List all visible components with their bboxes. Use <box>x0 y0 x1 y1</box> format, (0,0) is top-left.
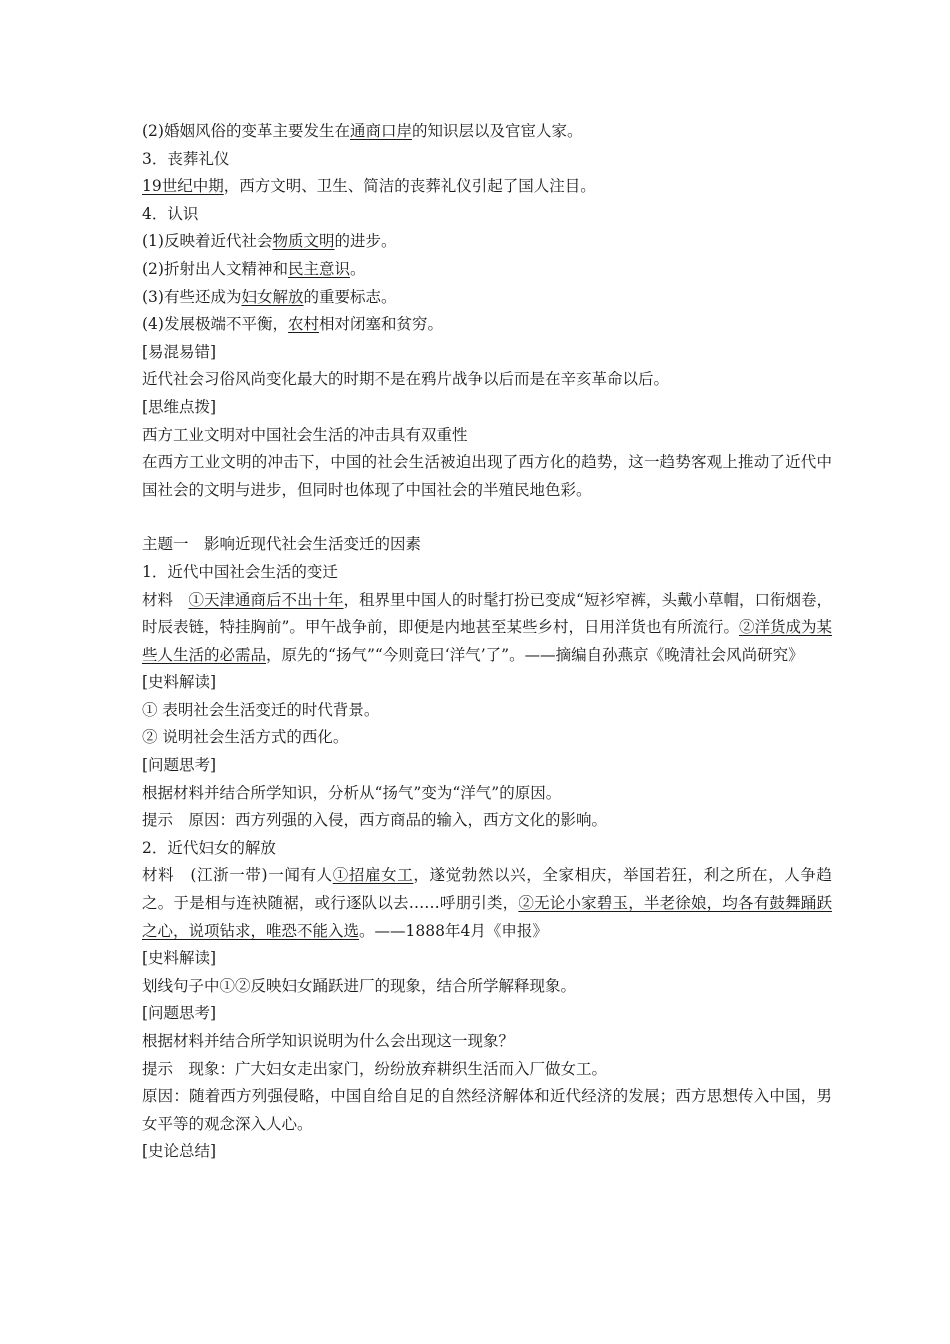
underlined-term: 农村 <box>287 315 319 334</box>
body-text: 根据材料并结合所学知识说明为什么会出现这一现象？ <box>142 1032 515 1050</box>
body-text: 根据材料并结合所学知识，分析从“扬气”变为“洋气”的原因。 <box>142 783 562 802</box>
bracket-heading: [易混易错] <box>142 342 217 361</box>
list-item: (2)折射出人文精神和民主意识。 <box>142 259 366 278</box>
section-heading: 1．近代中国社会生活的变迁 <box>142 562 338 581</box>
body-text: ② 说明社会生活方式的西化。 <box>142 728 349 747</box>
underlined-term: 妇女解放 <box>241 287 304 306</box>
underlined-term: 19世纪中期 <box>142 177 224 196</box>
section-heading: 3．丧葬礼仪 <box>142 149 230 168</box>
underlined-term: 物质文明 <box>272 232 335 251</box>
material-paragraph: 材料 ①天津通商后不出十年，租界里中国人的时髦打扮已变成“短衫窄裤，头戴小草帽，口衔烟卷，时辰表链，特挂胸前”。甲午战争前，即便是内地甚至某些乡村，日用洋货也有所流行。②洋货成为某些人生活的必需品，原先的“扬气”“今则竟曰‘洋气’了”。——摘编自孙燕京《晚清社会风尚研究》 <box>142 590 832 664</box>
material-paragraph: 材料 (江浙一带)一闻有人①招雇女工，遂觉勃然以兴，全家相庆，举国若狂，利之所在，人争趋之。于是相与连袂随裾，或行逐队以去……呼朋引类，②无论小家碧玉，半老徐娘，均各有鼓舞踊跃之心，说项钻求，唯恐不能入选。——1888年4月《申报》 <box>142 866 832 940</box>
bracket-heading: [思维点拨] <box>142 397 217 416</box>
document-page <box>142 118 832 1166</box>
bracket-heading: [史料解读] <box>142 949 217 968</box>
underlined-term: ②无论小家碧玉，半老徐娘，均各有鼓舞踊跃之心，说项钻求，唯恐不能入选 <box>142 894 832 940</box>
body-text: 西方工业文明对中国社会生活的冲击具有双重性 <box>142 425 468 444</box>
bracket-heading: [史料解读] <box>142 673 217 692</box>
body-text: 提示 原因：西方列强的入侵，西方商品的输入，西方文化的影响。 <box>142 811 608 830</box>
funeral-line: 19世纪中期，西方文明、卫生、简洁的丧葬礼仪引起了国人注目。 <box>142 177 596 196</box>
body-text: ① 表明社会生活变迁的时代背景。 <box>142 700 380 719</box>
body-paragraph: 原因：随着西方列强侵略，中国自给自足的自然经济解体和近代经济的发展；西方思想传入中国，男女平等的观念深入人心。 <box>142 1087 832 1133</box>
topic-heading: 主题一 影响近现代社会生活变迁的因素 <box>142 535 422 554</box>
underlined-term: ②洋货成为某些人生活的必需品 <box>142 618 832 664</box>
underlined-term: ①招雇女工 <box>332 866 414 885</box>
body-paragraph: 在西方工业文明的冲击下，中国的社会生活被迫出现了西方化的趋势，这一趋势客观上推动了近代中国社会的文明与进步，但同时也体现了中国社会的半殖民地色彩。 <box>142 453 832 499</box>
bracket-heading: [史论总结] <box>142 1142 217 1161</box>
list-item: (4)发展极端不平衡，农村相对闭塞和贫穷。 <box>142 315 443 334</box>
body-text: 划线句子中①②反映妇女踊跃进厂的现象，结合所学解释现象。 <box>142 976 577 995</box>
marriage-custom-line: (2)婚姻风俗的变革主要发生在通商口岸的知识层以及官宦人家。 <box>142 122 583 140</box>
body-text: 近代社会习俗风尚变化最大的时期不是在鸦片战争以后而是在辛亥革命以后。 <box>142 370 670 389</box>
underlined-term: 民主意识 <box>287 259 350 278</box>
section-heading: 4．认识 <box>142 204 199 223</box>
underlined-term: 通商口岸 <box>349 122 412 140</box>
bracket-heading: [问题思考] <box>142 756 217 775</box>
bracket-heading: [问题思考] <box>142 1004 217 1023</box>
section-heading: 2．近代妇女的解放 <box>142 838 276 857</box>
underlined-term: ①天津通商后不出十年 <box>188 590 344 609</box>
body-text: 提示 现象：广大妇女走出家门，纷纷放弃耕织生活而入厂做女工。 <box>142 1059 608 1078</box>
list-item: (3)有些还成为妇女解放的重要标志。 <box>142 287 397 306</box>
list-item: (1)反映着近代社会物质文明的进步。 <box>142 232 397 251</box>
